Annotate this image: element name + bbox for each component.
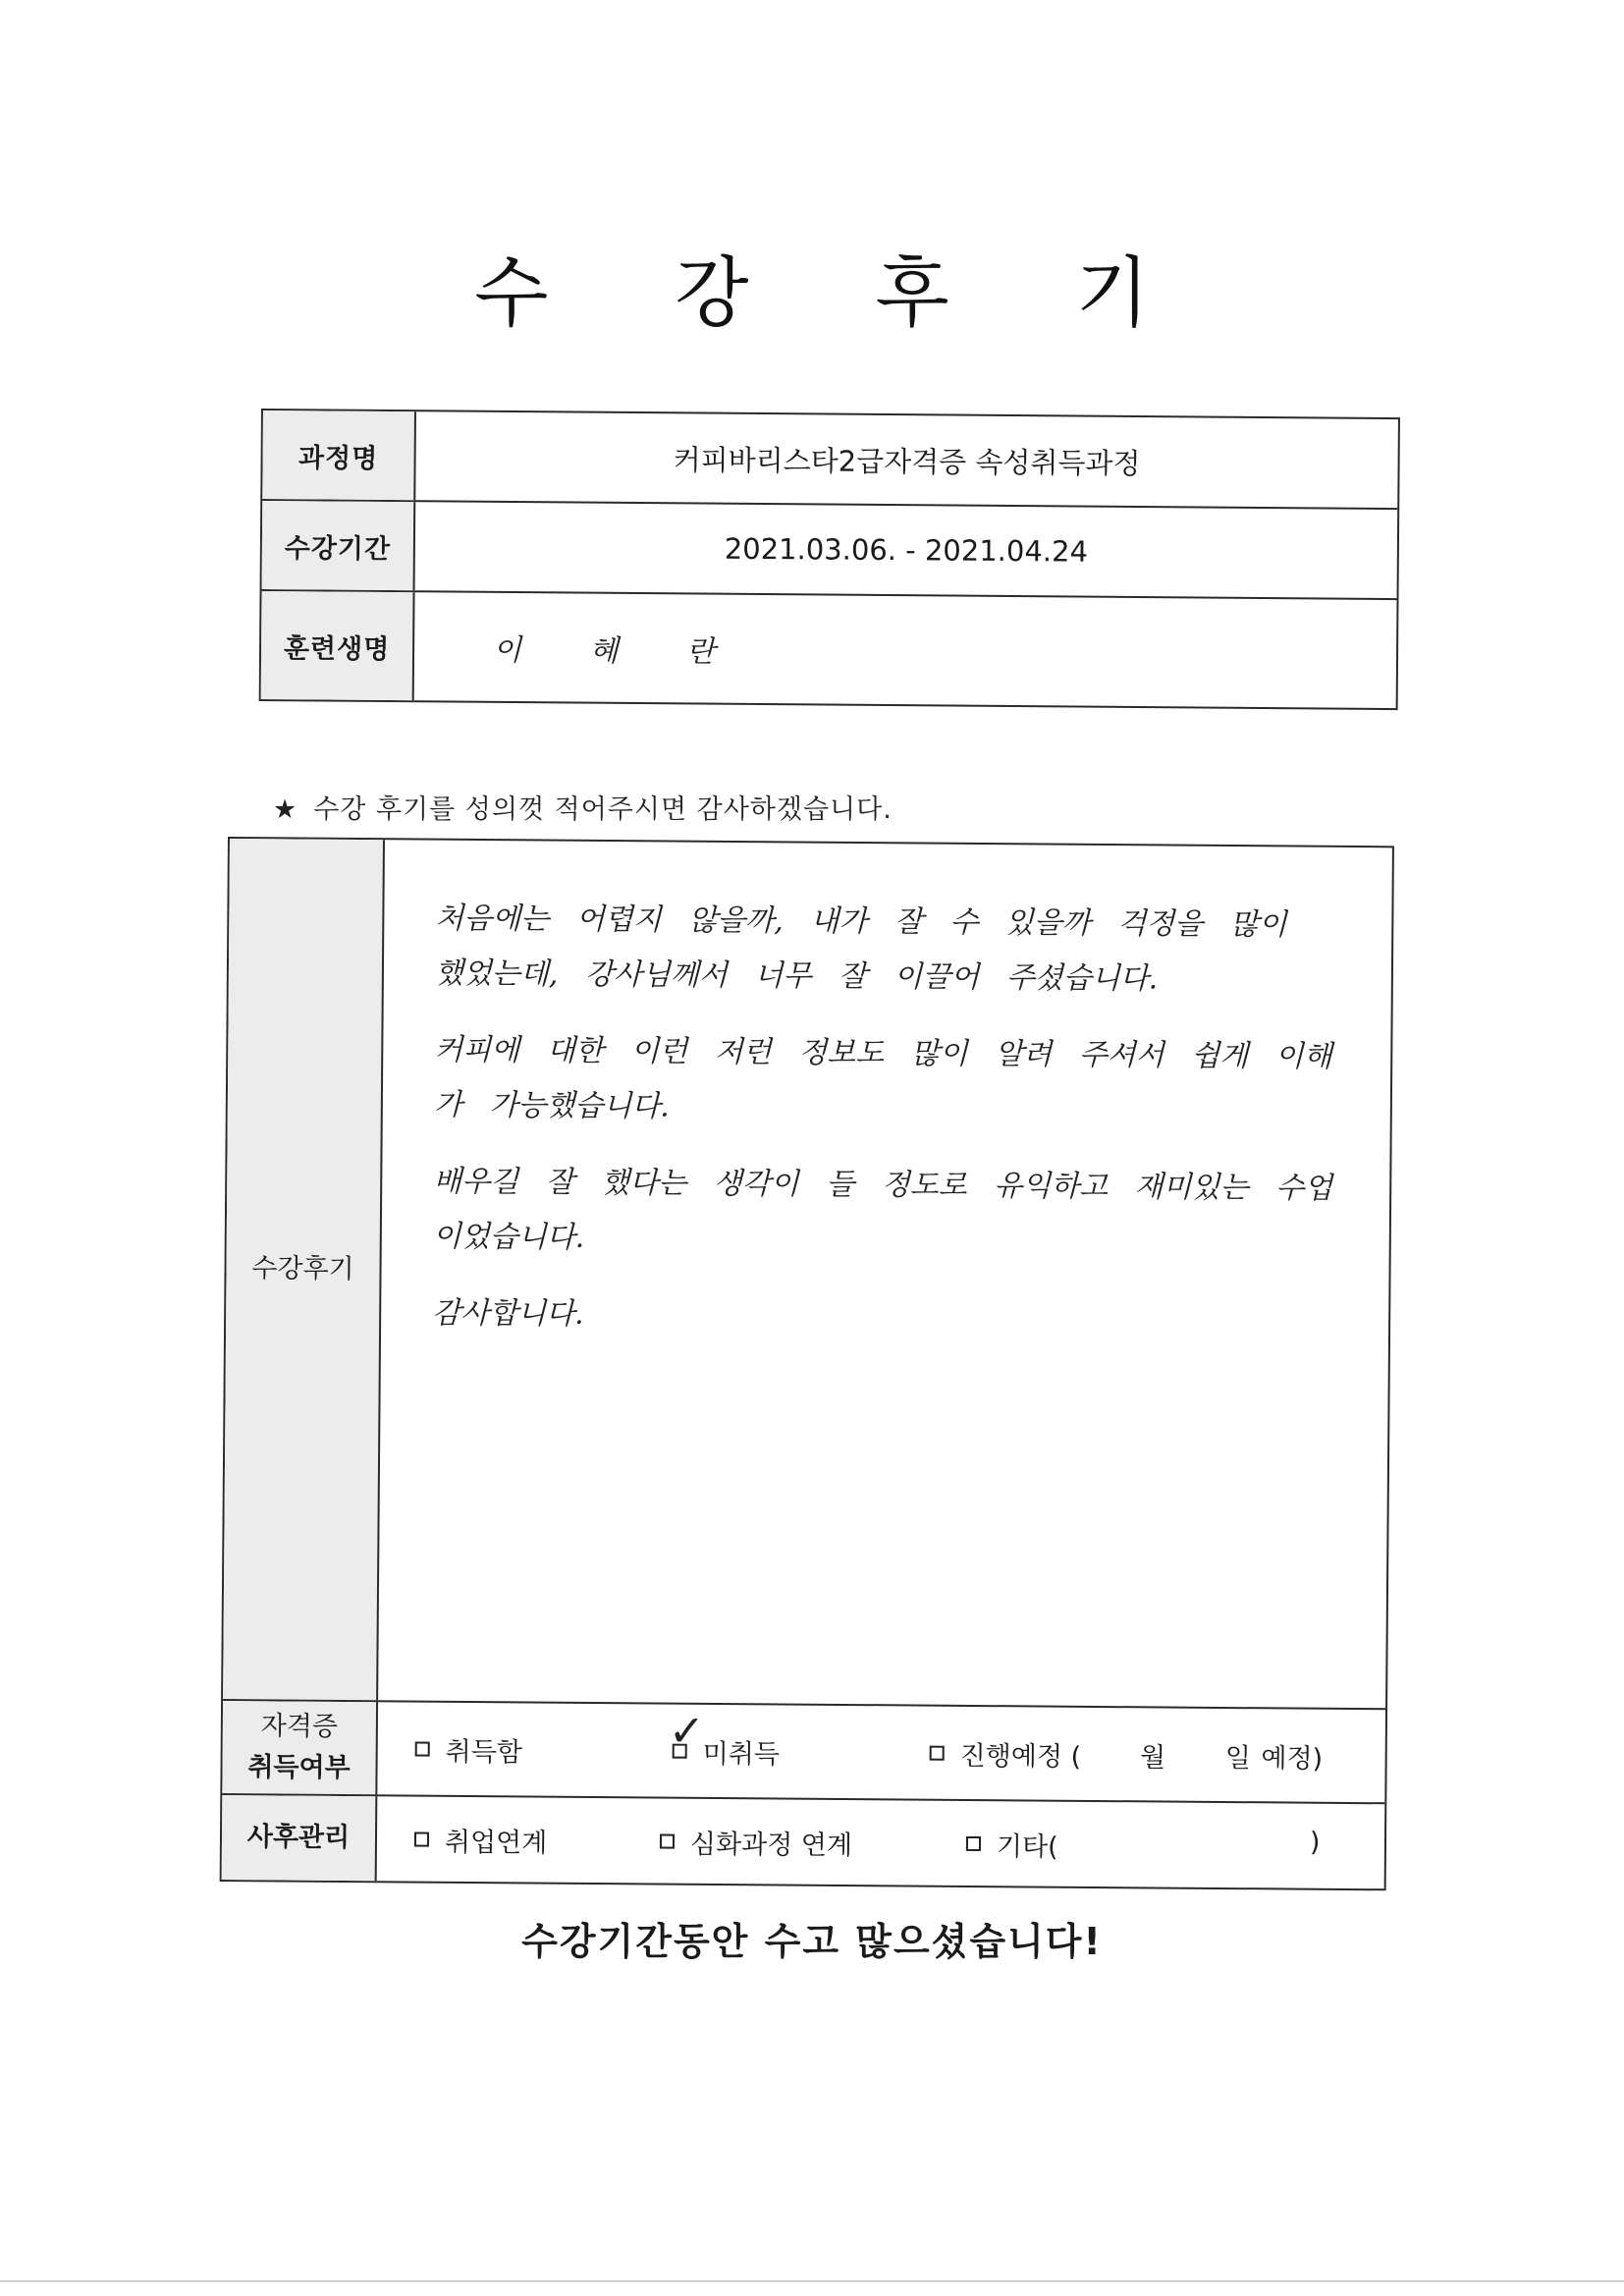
planned-month: 월	[1139, 1742, 1166, 1774]
trainee-row	[261, 591, 1397, 708]
trainee-name: 이 혜 란	[492, 632, 745, 670]
aftercare-label-cell	[222, 1795, 378, 1881]
review-paragraph-2: 커피에 대한 이런 저런 정보도 많이 알려 주셔서 쉽게 이해가 가능했습니다.	[433, 1032, 1332, 1124]
checkbox-planned[interactable]	[930, 1746, 945, 1761]
course-name-row	[262, 410, 1398, 510]
review-label-cell	[223, 839, 385, 1700]
option-employment[interactable]	[414, 1821, 548, 1860]
scan-edge	[0, 2280, 1624, 2282]
option-acquired[interactable]	[415, 1730, 523, 1770]
certification-label-cell	[222, 1701, 378, 1794]
checkbox-acquired[interactable]	[415, 1742, 430, 1757]
review-paragraph-1: 처음에는 어렵지 않을까, 내가 잘 수 있을까 걱정을 많이 했었는데, 강사님께서 너무 잘 이끌어 주셨습니다.	[434, 901, 1287, 997]
option-acquired-label: 취득함	[445, 1736, 523, 1769]
divider	[222, 1793, 1384, 1804]
divider	[223, 1699, 1385, 1710]
note-text: 수강 후기를 성의껏 적어주시면 감사하겠습니다.	[313, 794, 893, 825]
closing-message: 수강기간동안 수고 많으셨습니다!	[521, 1920, 1103, 1963]
review-table	[220, 837, 1394, 1890]
aftercare-label: 사후관리	[246, 1822, 351, 1854]
review-label: 수강후기	[251, 1253, 354, 1285]
checkbox-employment[interactable]	[414, 1832, 429, 1847]
other-close-paren	[1310, 1828, 1321, 1858]
course-name: 커피바리스타2급자격증 속성취득과정	[673, 442, 1141, 480]
option-employment-label: 취업연계	[444, 1827, 548, 1859]
other-close-paren-text: )	[1309, 1827, 1321, 1858]
page-title: 수 강 후 기	[474, 249, 1201, 338]
option-not-acquired-label: 미취득	[702, 1738, 781, 1771]
option-not-acquired[interactable]	[668, 1706, 781, 1772]
review-content	[432, 892, 1339, 1370]
review-note	[273, 788, 893, 826]
planned-day: 일 예정)	[1224, 1743, 1324, 1775]
planned-date	[1091, 1735, 1323, 1776]
checkmark-icon: ✓	[668, 1706, 705, 1757]
course-label: 과정명	[262, 410, 416, 500]
option-advanced-course[interactable]	[660, 1822, 852, 1862]
period-row	[262, 501, 1398, 600]
checkbox-not-acquired[interactable]	[668, 1706, 705, 1759]
certification-label-line1: 자격증	[260, 1711, 339, 1743]
course-info-table	[259, 409, 1400, 710]
checkbox-advanced-course[interactable]	[660, 1833, 675, 1848]
option-other-label: 기타(	[996, 1831, 1058, 1863]
checkbox-other[interactable]	[966, 1836, 981, 1851]
option-advanced-course-label: 심화과정 연계	[689, 1829, 853, 1862]
star-icon: ★	[273, 794, 298, 825]
option-other[interactable]	[966, 1825, 1058, 1864]
option-planned[interactable]	[930, 1734, 1324, 1776]
period-value: 2021.03.06. - 2021.04.24	[724, 531, 1089, 569]
trainee-label: 훈련생명	[261, 591, 415, 700]
review-paragraph-4: 감사합니다.	[432, 1295, 584, 1332]
option-planned-label: 진행예정 (	[959, 1740, 1082, 1773]
period-label: 수강기간	[262, 501, 416, 590]
review-paragraph-3: 배우길 잘 했다는 생각이 들 정도로 유익하고 재미있는 수업이었습니다.	[432, 1164, 1333, 1255]
certification-label-line2: 취득여부	[247, 1752, 351, 1784]
trainee-name-cell	[414, 592, 1397, 708]
